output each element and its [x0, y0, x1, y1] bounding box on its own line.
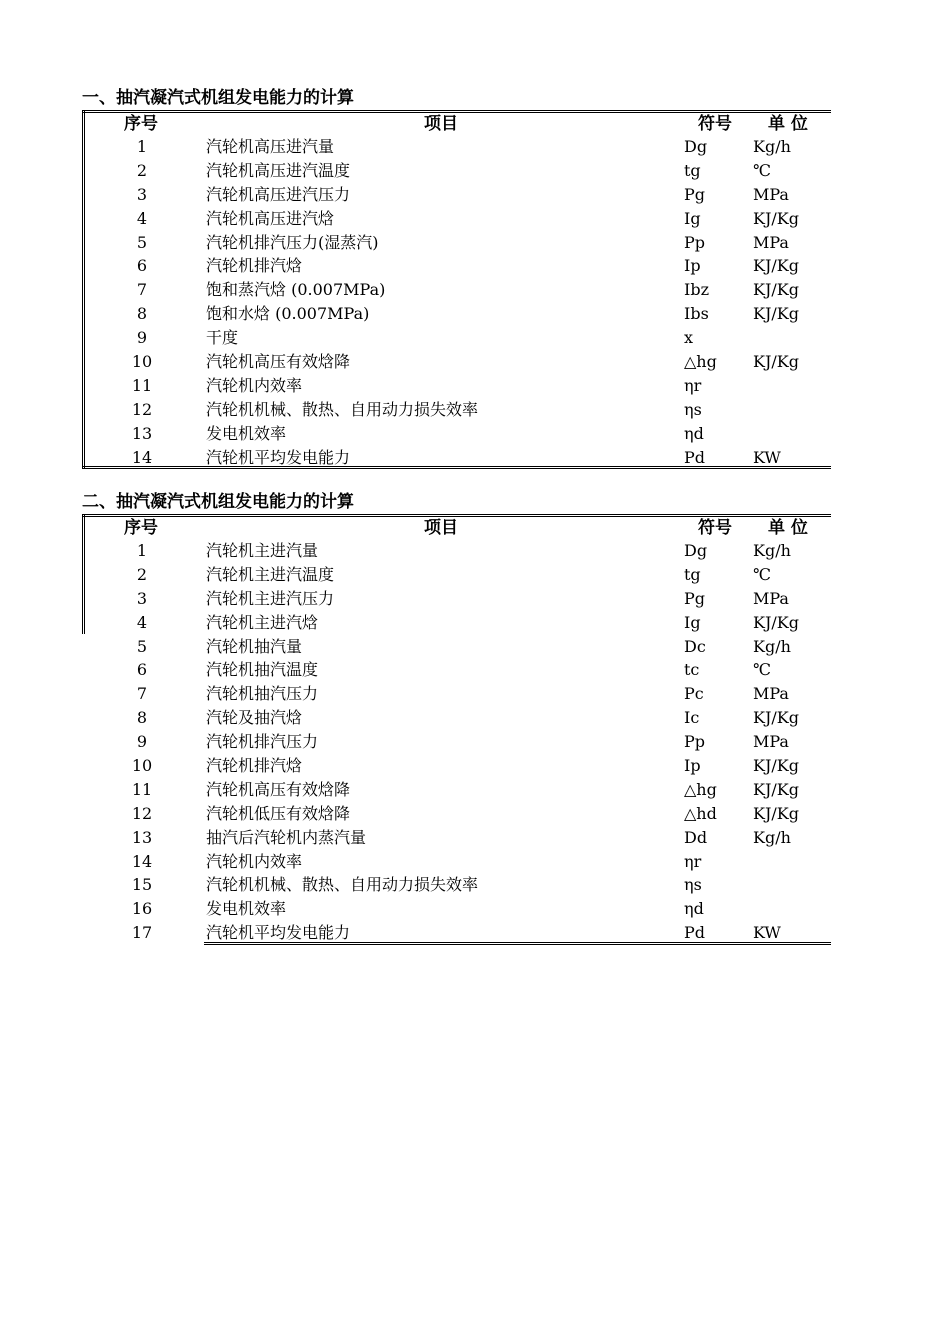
- section1-rows: [82, 135, 831, 469]
- table-row: [82, 826, 831, 850]
- section2-bottom-rule: [204, 942, 831, 945]
- table-row: [82, 658, 831, 682]
- row-unit: Kg/h: [753, 137, 791, 156]
- table-row: [82, 350, 831, 374]
- row-symbol: Pg: [684, 588, 706, 608]
- row-unit: KJ/Kg: [753, 280, 799, 300]
- row-unit: MPa: [753, 184, 789, 204]
- section1-bottom-rule: [82, 466, 831, 469]
- header-item: 项目: [424, 114, 458, 134]
- row-number: 4: [136, 208, 148, 228]
- row-item: 汽轮机平均发电能力: [206, 447, 351, 467]
- row-unit: KJ/Kg: [753, 803, 799, 823]
- row-number: 11: [131, 375, 153, 395]
- row-number: 1: [136, 137, 148, 156]
- table-row: [82, 897, 831, 921]
- row-item: 饱和水焓 (0.007MPa): [206, 304, 370, 324]
- row-number: 16: [131, 899, 153, 919]
- row-symbol: tg: [684, 160, 701, 180]
- section1-header-row: [82, 112, 831, 136]
- row-unit: ℃: [753, 660, 771, 680]
- row-item: 汽轮机主进汽压力: [206, 588, 335, 608]
- row-number: 6: [136, 660, 148, 680]
- row-number: 15: [131, 875, 153, 895]
- row-symbol: Ibz: [684, 280, 709, 300]
- row-item: 发电机效率: [206, 899, 287, 919]
- row-number: 12: [131, 803, 153, 823]
- row-item: 汽轮机低压有效焓降: [206, 803, 351, 823]
- row-item: 汽轮机高压有效焓降: [206, 352, 351, 372]
- table-row: [82, 873, 831, 897]
- table-row: [82, 326, 831, 350]
- header-unit: 单 位: [768, 518, 808, 538]
- row-symbol: ηs: [684, 875, 702, 895]
- section2-header-row: [82, 516, 831, 540]
- row-unit: MPa: [753, 732, 789, 752]
- row-item: 汽轮机排汽焓: [206, 256, 303, 276]
- row-number: 1: [136, 541, 148, 560]
- row-symbol: tc: [684, 660, 700, 680]
- table-row: [82, 231, 831, 255]
- header-symbol: 符号: [698, 114, 732, 134]
- row-unit: Kg/h: [753, 636, 791, 656]
- row-symbol: Ig: [684, 208, 701, 228]
- row-number: 6: [136, 256, 148, 276]
- table-row: [82, 802, 831, 826]
- header-no: 序号: [124, 518, 158, 538]
- table-row: [82, 730, 831, 754]
- row-number: 5: [136, 232, 148, 252]
- row-number: 11: [131, 779, 153, 799]
- row-unit: ℃: [753, 160, 771, 180]
- row-item: 汽轮机高压进汽焓: [206, 208, 335, 228]
- row-symbol: Ip: [684, 256, 701, 276]
- row-number: 13: [131, 827, 153, 847]
- row-symbol: Pg: [684, 184, 706, 204]
- row-symbol: Ip: [684, 756, 701, 776]
- table-row: [82, 422, 831, 446]
- row-unit: MPa: [753, 232, 789, 252]
- row-item: 汽轮机平均发电能力: [206, 923, 351, 943]
- row-number: 8: [136, 708, 148, 728]
- row-unit: KW: [753, 447, 781, 467]
- row-symbol: △hg: [684, 352, 717, 372]
- row-symbol: Pd: [684, 447, 706, 467]
- row-item: 汽轮机机械、散热、自用动力损失效率: [206, 399, 479, 419]
- row-item: 汽轮机高压进汽压力: [206, 184, 351, 204]
- table-row: [82, 563, 831, 587]
- row-unit: ℃: [753, 564, 771, 584]
- row-unit: Kg/h: [753, 541, 791, 560]
- row-symbol: ηd: [684, 423, 704, 443]
- row-item: 汽轮机高压有效焓降: [206, 779, 351, 799]
- row-unit: KJ/Kg: [753, 756, 799, 776]
- table-row: [82, 778, 831, 802]
- table-row: [82, 635, 831, 659]
- row-number: 17: [131, 923, 153, 943]
- row-symbol: ηs: [684, 399, 702, 419]
- row-unit: Kg/h: [753, 827, 791, 847]
- table-row: [82, 207, 831, 231]
- row-item: 干度: [206, 328, 239, 348]
- row-item: 汽轮机高压进汽量: [206, 137, 335, 156]
- section2-title: 二、抽汽凝汽式机组发电能力的计算: [82, 492, 354, 512]
- row-unit: MPa: [753, 588, 789, 608]
- row-symbol: Ic: [684, 708, 700, 728]
- row-symbol: Dd: [684, 827, 708, 847]
- row-number: 9: [136, 732, 148, 752]
- row-symbol: Ibs: [684, 304, 709, 324]
- table-row: [82, 278, 831, 302]
- row-item: 汽轮机内效率: [206, 851, 303, 871]
- row-item: 汽轮机机械、散热、自用动力损失效率: [206, 875, 479, 895]
- row-symbol: tg: [684, 564, 701, 584]
- row-item: 汽轮机抽汽温度: [206, 660, 319, 680]
- row-item: 汽轮机主进汽焓: [206, 612, 319, 632]
- row-unit: KJ/Kg: [753, 352, 799, 372]
- row-item: 汽轮机主进汽量: [206, 541, 319, 560]
- row-number: 10: [131, 352, 153, 372]
- row-symbol: Pp: [684, 232, 706, 252]
- row-item: 汽轮机排汽焓: [206, 756, 303, 776]
- table-row: [82, 754, 831, 778]
- row-unit: KJ/Kg: [753, 612, 799, 632]
- row-symbol: Dc: [684, 636, 706, 656]
- table-row: [82, 135, 831, 159]
- row-item: 抽汽后汽轮机内蒸汽量: [206, 827, 367, 847]
- table-row: [82, 254, 831, 278]
- row-symbol: △hd: [684, 803, 717, 823]
- table-row: [82, 374, 831, 398]
- row-number: 13: [131, 423, 153, 443]
- row-symbol: Dg: [684, 541, 708, 560]
- row-number: 7: [136, 684, 148, 704]
- table-row: [82, 183, 831, 207]
- table-row: [82, 587, 831, 611]
- row-symbol: ηr: [684, 851, 702, 871]
- table-row: [82, 682, 831, 706]
- table-row: [82, 706, 831, 730]
- row-symbol: Ig: [684, 612, 701, 632]
- row-unit: KJ/Kg: [753, 779, 799, 799]
- row-symbol: △hg: [684, 779, 717, 799]
- row-symbol: ηd: [684, 899, 704, 919]
- table-row: [82, 159, 831, 183]
- row-number: 3: [136, 588, 148, 608]
- row-number: 7: [136, 280, 148, 300]
- row-item: 发电机效率: [206, 423, 287, 443]
- row-unit: KW: [753, 923, 781, 943]
- row-symbol: Pd: [684, 923, 706, 943]
- row-item: 饱和蒸汽焓 (0.007MPa): [206, 280, 386, 300]
- row-item: 汽轮机主进汽温度: [206, 564, 335, 584]
- row-number: 14: [131, 447, 153, 467]
- row-symbol: x: [684, 328, 694, 348]
- header-symbol: 符号: [698, 518, 732, 538]
- row-number: 3: [136, 184, 148, 204]
- row-item: 汽轮及抽汽焓: [206, 708, 303, 728]
- row-item: 汽轮机排汽压力(湿蒸汽): [206, 232, 379, 252]
- row-unit: KJ/Kg: [753, 708, 799, 728]
- row-number: 2: [136, 564, 148, 584]
- row-item: 汽轮机内效率: [206, 375, 303, 395]
- section1-title: 一、抽汽凝汽式机组发电能力的计算: [82, 88, 354, 108]
- header-no: 序号: [124, 114, 158, 134]
- row-unit: MPa: [753, 684, 789, 704]
- row-number: 4: [136, 612, 148, 632]
- row-item: 汽轮机抽汽压力: [206, 684, 319, 704]
- table-row: [82, 398, 831, 422]
- row-number: 2: [136, 160, 148, 180]
- row-unit: KJ/Kg: [753, 304, 799, 324]
- row-unit: KJ/Kg: [753, 208, 799, 228]
- row-item: 汽轮机抽汽量: [206, 636, 303, 656]
- header-unit: 单 位: [768, 114, 808, 134]
- row-item: 汽轮机排汽压力: [206, 732, 319, 752]
- row-item: 汽轮机高压进汽温度: [206, 160, 351, 180]
- row-number: 14: [131, 851, 153, 871]
- table-row: [82, 611, 831, 635]
- table-row: [82, 539, 831, 563]
- row-number: 5: [136, 636, 148, 656]
- row-symbol: Pc: [684, 684, 704, 704]
- header-item: 项目: [424, 518, 458, 538]
- row-number: 12: [131, 399, 153, 419]
- table-row: [82, 302, 831, 326]
- row-number: 9: [136, 328, 148, 348]
- row-symbol: ηr: [684, 375, 702, 395]
- row-number: 8: [136, 304, 148, 324]
- row-symbol: Pp: [684, 732, 706, 752]
- table-row: [82, 850, 831, 874]
- row-unit: KJ/Kg: [753, 256, 799, 276]
- section2-rows: [82, 539, 831, 945]
- row-number: 10: [131, 756, 153, 776]
- row-symbol: Dg: [684, 137, 708, 156]
